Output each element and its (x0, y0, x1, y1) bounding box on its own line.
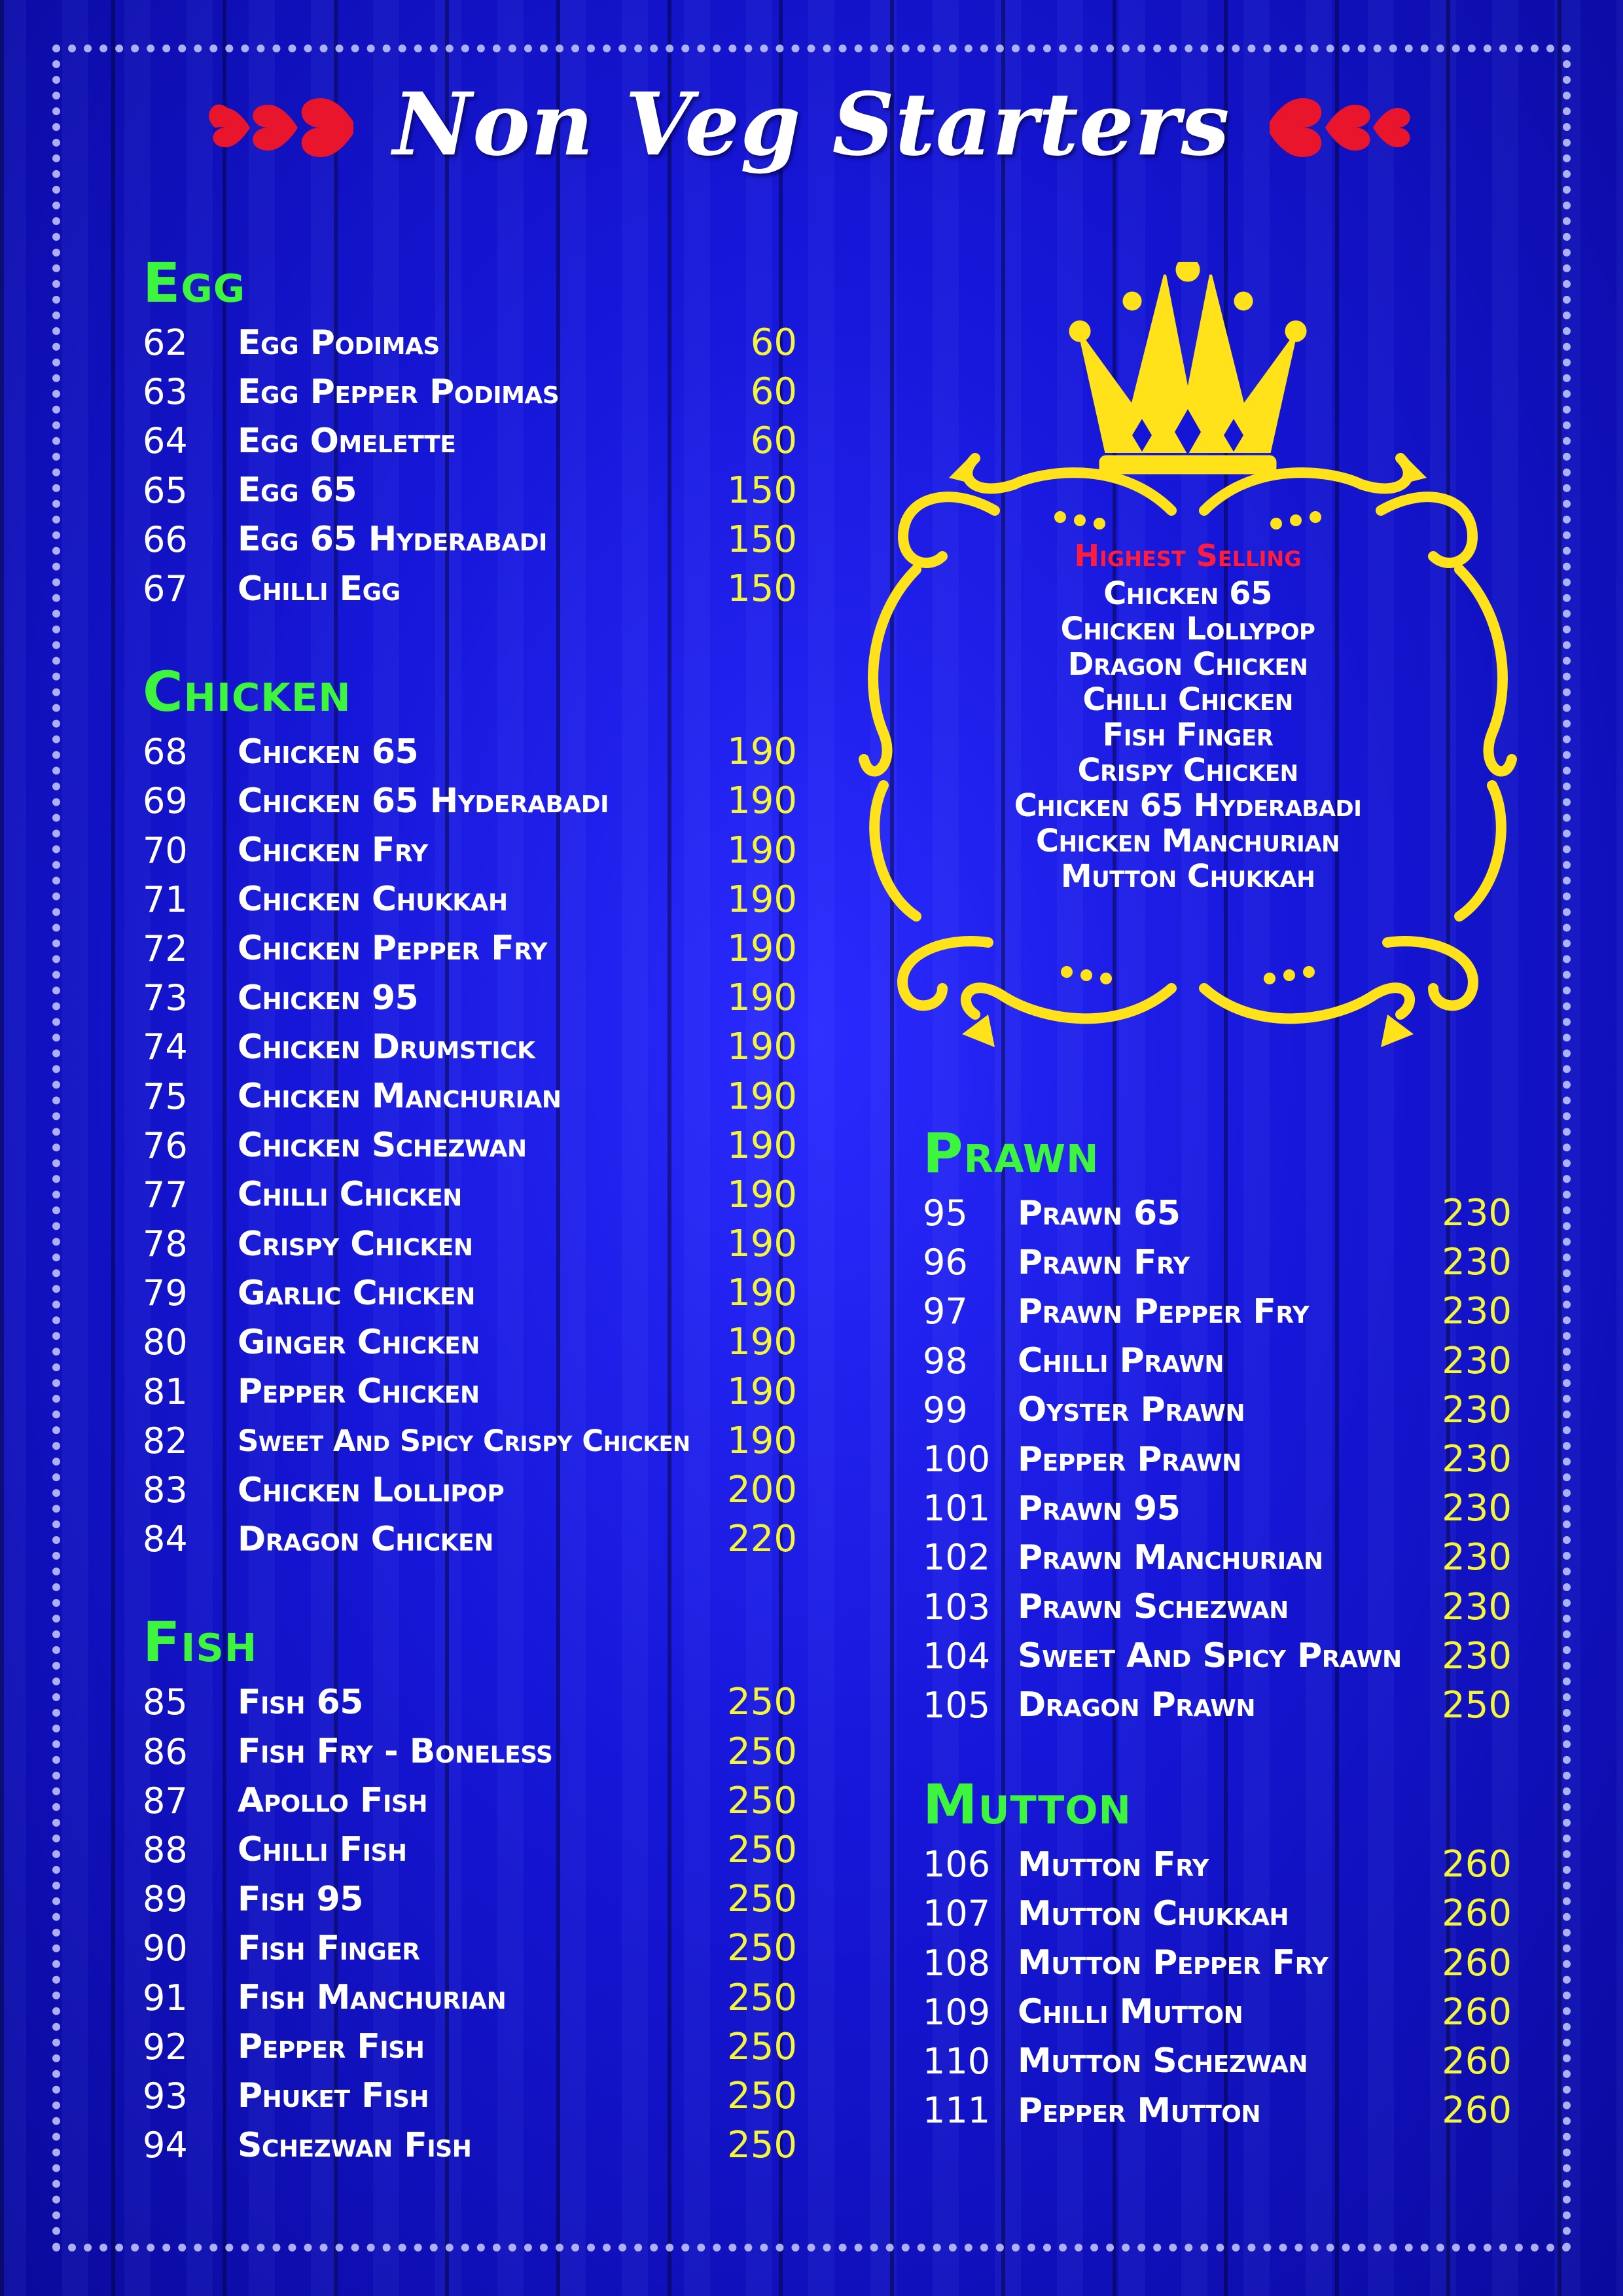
item-price: 190 (727, 927, 797, 970)
item-name: Fish Manchurian (238, 1978, 507, 2018)
item-price: 190 (727, 1026, 797, 1069)
item-name: Pepper Mutton (1018, 2090, 1261, 2130)
item-name: Crispy Chicken (238, 1224, 473, 1264)
menu-item-row (923, 1386, 1512, 1435)
hearts-icon (203, 88, 353, 160)
item-number: 70 (143, 829, 188, 871)
item-price: 190 (727, 780, 797, 823)
menu-item-row (143, 776, 797, 825)
menu-item-row (143, 1170, 797, 1219)
item-number: 87 (143, 1780, 188, 1821)
item-name: Pepper Chicken (238, 1372, 480, 1412)
item-name: Oyster Prawn (1018, 1390, 1245, 1430)
item-name: Chicken Pepper Fry (238, 929, 548, 969)
menu-item-row (143, 1776, 797, 1825)
item-number: 105 (923, 1684, 991, 1726)
menu-item-row (143, 2072, 797, 2121)
item-price: 60 (750, 321, 797, 365)
item-name: Prawn Manchurian (1018, 1537, 1323, 1577)
menu-item-row (143, 1973, 797, 2022)
item-name: Dragon Prawn (1018, 1685, 1256, 1725)
item-price: 190 (727, 1419, 797, 1462)
item-number: 73 (143, 977, 188, 1019)
item-price: 260 (1442, 1941, 1512, 1984)
highest-selling-item: Chicken Lollypop (1060, 611, 1315, 647)
menu-item-row (923, 2037, 1512, 2086)
item-price: 230 (1442, 1241, 1512, 1284)
menu-item-row (143, 875, 797, 924)
item-number: 77 (143, 1174, 188, 1215)
menu-item-row (923, 1189, 1512, 1238)
item-price: 230 (1442, 1585, 1512, 1628)
right-column (923, 1121, 1512, 2135)
item-number: 67 (143, 568, 188, 610)
item-price: 190 (727, 1370, 797, 1413)
menu-item-row (923, 1840, 1512, 1889)
menu-item-row (923, 2086, 1512, 2135)
item-price: 190 (727, 1173, 797, 1216)
item-price: 150 (727, 469, 797, 512)
item-number: 79 (143, 1272, 188, 1314)
item-name: Chilli Egg (238, 569, 401, 609)
item-name: Dragon Chicken (238, 1519, 493, 1559)
item-name: Schezwan Fish (238, 2125, 472, 2165)
item-number: 72 (143, 927, 188, 969)
item-price: 60 (750, 370, 797, 414)
menu-item-row (923, 1533, 1512, 1582)
item-price: 250 (727, 1730, 797, 1773)
section-title-mutton: Mutton (923, 1772, 1132, 1837)
item-number: 74 (143, 1026, 188, 1068)
item-number: 75 (143, 1075, 188, 1117)
item-number: 98 (923, 1340, 968, 1382)
item-name: Chicken Fry (238, 831, 428, 870)
menu-item-row (923, 1484, 1512, 1533)
menu-item-row (143, 1874, 797, 1924)
item-number: 62 (143, 322, 188, 364)
menu-item-row (143, 1121, 797, 1170)
highest-selling-item: Chilli Chicken (1082, 681, 1293, 718)
item-name: Fish 65 (238, 1682, 363, 1722)
item-number: 103 (923, 1586, 991, 1628)
highest-selling-badge (844, 262, 1531, 1073)
menu-list-prawn (923, 1189, 1512, 1730)
item-number: 69 (143, 780, 188, 822)
item-name: Chicken Schezwan (238, 1126, 527, 1166)
item-name: Ginger Chicken (238, 1322, 480, 1362)
item-name: Sweet And Spicy Prawn (1018, 1636, 1402, 1676)
item-name: Pepper Fish (238, 2027, 425, 2067)
menu-item-row (143, 1219, 797, 1268)
item-price: 250 (727, 1927, 797, 1970)
item-number: 99 (923, 1389, 968, 1431)
item-price: 190 (727, 829, 797, 872)
item-price: 190 (727, 977, 797, 1020)
item-number: 109 (923, 1991, 991, 2033)
item-price: 250 (727, 2124, 797, 2167)
item-number: 111 (923, 2090, 991, 2132)
highest-selling-item: Crispy Chicken (1077, 752, 1298, 789)
item-price: 150 (727, 518, 797, 561)
item-number: 92 (143, 2026, 188, 2068)
item-price: 190 (727, 1321, 797, 1364)
item-number: 95 (923, 1193, 968, 1234)
item-number: 84 (143, 1518, 188, 1560)
item-number: 85 (143, 1681, 188, 1723)
highest-selling-item: Dragon Chicken (1067, 646, 1308, 683)
item-price: 190 (727, 1124, 797, 1167)
item-number: 107 (923, 1893, 991, 1935)
item-name: Egg 65 Hyderabadi (238, 520, 547, 560)
item-name: Chilli Mutton (1018, 1992, 1243, 2032)
item-number: 65 (143, 469, 188, 511)
item-number: 104 (923, 1635, 991, 1677)
item-number: 76 (143, 1124, 188, 1166)
item-name: Pepper Prawn (1018, 1439, 1241, 1479)
item-number: 93 (143, 2075, 188, 2117)
menu-item-row (143, 924, 797, 973)
item-price: 190 (727, 1223, 797, 1266)
menu-item-row (143, 1727, 797, 1776)
item-price: 250 (1442, 1683, 1512, 1727)
item-price: 230 (1442, 1290, 1512, 1333)
section-title-chicken: Chicken (143, 660, 351, 725)
menu-item-row (143, 1318, 797, 1367)
menu-item-row (143, 1268, 797, 1318)
menu-item-row (143, 1465, 797, 1515)
item-name: Egg Pepper Podimas (238, 372, 560, 412)
item-name: Chilli Fish (238, 1830, 407, 1870)
menu-item-row (143, 416, 797, 465)
item-name: Chicken Lollipop (238, 1470, 505, 1510)
item-name: Chilli Prawn (1018, 1341, 1224, 1381)
item-name: Prawn Schezwan (1018, 1587, 1289, 1627)
item-price: 190 (727, 1272, 797, 1315)
item-number: 86 (143, 1731, 188, 1772)
menu-item-row (143, 1416, 797, 1465)
menu-item-row (143, 318, 797, 367)
item-name: Prawn 65 (1018, 1193, 1181, 1233)
menu-item-row (143, 1515, 797, 1564)
item-name: Mutton Chukkah (1018, 1893, 1289, 1933)
item-price: 60 (750, 420, 797, 463)
item-name: Phuket Fish (238, 2076, 429, 2116)
item-number: 66 (143, 518, 188, 560)
menu-item-row (143, 564, 797, 613)
item-number: 96 (923, 1242, 968, 1283)
item-name: Apollo Fish (238, 1781, 428, 1821)
item-price: 230 (1442, 1192, 1512, 1235)
item-price: 260 (1442, 1843, 1512, 1886)
section-title-fish: Fish (143, 1610, 258, 1675)
item-number: 108 (923, 1942, 991, 1984)
item-price: 260 (1442, 1892, 1512, 1935)
menu-item-row (143, 1677, 797, 1727)
item-name: Mutton Fry (1018, 1844, 1209, 1884)
menu-list-mutton (923, 1840, 1512, 2135)
section-title-prawn: Prawn (923, 1121, 1099, 1185)
item-number: 90 (143, 1928, 188, 1969)
item-price: 230 (1442, 1536, 1512, 1579)
item-price: 230 (1442, 1634, 1512, 1677)
menu-item-row (143, 2121, 797, 2170)
highest-selling-item: Chicken 65 (1103, 575, 1272, 612)
item-price: 250 (727, 1681, 797, 1724)
highest-selling-item: Mutton Chukkah (1060, 858, 1315, 895)
item-name: Prawn Fry (1018, 1242, 1190, 1282)
menu-item-row (923, 1632, 1512, 1681)
item-price: 250 (727, 2025, 797, 2068)
item-price: 230 (1442, 1388, 1512, 1431)
menu-item-row (923, 1583, 1512, 1632)
menu-item-row (923, 1287, 1512, 1336)
item-name: Prawn Pepper Fry (1018, 1291, 1310, 1331)
page-title: Non Veg Starters (393, 73, 1230, 175)
item-number: 81 (143, 1371, 188, 1412)
item-price: 230 (1442, 1487, 1512, 1530)
highest-selling-item: Fish Finger (1102, 717, 1274, 753)
item-number: 102 (923, 1537, 991, 1579)
item-price: 200 (727, 1469, 797, 1512)
item-number: 94 (143, 2125, 188, 2166)
item-name: Fish 95 (238, 1879, 363, 1919)
menu-item-row (143, 515, 797, 564)
item-number: 82 (143, 1420, 188, 1462)
item-name: Chicken Manchurian (238, 1077, 562, 1117)
item-price: 250 (727, 1779, 797, 1822)
menu-item-row (143, 727, 797, 776)
item-number: 91 (143, 1977, 188, 2018)
menu-list-fish (143, 1677, 797, 2170)
item-name: Chicken Drumstick (238, 1027, 535, 1067)
menu-item-row (143, 367, 797, 416)
item-number: 80 (143, 1321, 188, 1363)
menu-item-row (143, 1924, 797, 1973)
item-price: 190 (727, 730, 797, 774)
item-name: Egg Podimas (238, 323, 440, 363)
item-name: Egg 65 (238, 471, 357, 511)
menu-item-row (923, 1889, 1512, 1938)
item-name: Fish Finger (238, 1928, 420, 1968)
menu-header (0, 72, 1623, 177)
highest-selling-item: Chicken Manchurian (1035, 823, 1340, 859)
item-name: Chicken 65 (238, 732, 419, 772)
item-price: 190 (727, 878, 797, 921)
item-name: Sweet And Spicy Crispy Chicken (238, 1423, 690, 1458)
item-number: 110 (923, 2040, 991, 2082)
item-name: Mutton Pepper Fry (1018, 1943, 1329, 1983)
menu-item-row (143, 1825, 797, 1874)
menu-item-row (143, 2022, 797, 2072)
item-name: Chicken Chukkah (238, 880, 508, 920)
item-name: Chicken 65 Hyderabadi (238, 781, 609, 821)
menu-item-row (923, 1238, 1512, 1287)
item-name: Chilli Chicken (238, 1175, 462, 1215)
menu-item-row (923, 1336, 1512, 1386)
item-price: 230 (1442, 1339, 1512, 1382)
menu-item-row (923, 1435, 1512, 1484)
highest-selling-item: Chicken 65 Hyderabadi (1014, 787, 1362, 824)
item-number: 64 (143, 420, 188, 462)
item-price: 230 (1442, 1438, 1512, 1481)
item-price: 250 (727, 1976, 797, 2019)
menu-item-row (143, 1071, 797, 1121)
item-price: 260 (1442, 2089, 1512, 2132)
menu-item-row (143, 1022, 797, 1071)
menu-item-row (923, 1938, 1512, 1987)
item-name: Egg Omelette (238, 421, 456, 461)
highest-selling-list (844, 535, 1531, 894)
menu-item-row (143, 1367, 797, 1416)
item-price: 150 (727, 567, 797, 611)
item-price: 260 (1442, 1990, 1512, 2034)
item-price: 190 (727, 1075, 797, 1118)
item-number: 63 (143, 371, 188, 413)
item-name: Garlic Chicken (238, 1273, 475, 1313)
menu-item-row (923, 1988, 1512, 2037)
menu-item-row (143, 466, 797, 515)
menu-item-row (143, 826, 797, 875)
item-number: 83 (143, 1469, 188, 1511)
item-number: 78 (143, 1223, 188, 1265)
item-number: 68 (143, 731, 188, 773)
item-price: 220 (727, 1518, 797, 1561)
item-number: 89 (143, 1878, 188, 1920)
highest-selling-heading: Highest Selling (1074, 538, 1302, 573)
item-price: 250 (727, 2074, 797, 2117)
item-number: 100 (923, 1439, 991, 1480)
item-number: 97 (923, 1291, 968, 1333)
menu-list-chicken (143, 727, 797, 1564)
item-number: 106 (923, 1844, 991, 1886)
left-column (143, 251, 797, 2170)
item-price: 250 (727, 1828, 797, 1871)
menu-list-egg (143, 318, 797, 613)
section-title-egg: Egg (143, 251, 246, 315)
item-price: 260 (1442, 2039, 1512, 2083)
hearts-icon (1270, 88, 1420, 160)
item-number: 71 (143, 878, 188, 920)
item-number: 101 (923, 1488, 991, 1530)
item-number: 88 (143, 1829, 188, 1871)
item-price: 250 (727, 1878, 797, 1921)
item-name: Mutton Schezwan (1018, 2041, 1308, 2081)
menu-item-row (143, 973, 797, 1022)
item-name: Fish Fry - Boneless (238, 1732, 553, 1772)
menu-item-row (923, 1681, 1512, 1730)
item-name: Prawn 95 (1018, 1488, 1181, 1528)
item-name: Chicken 95 (238, 978, 419, 1018)
